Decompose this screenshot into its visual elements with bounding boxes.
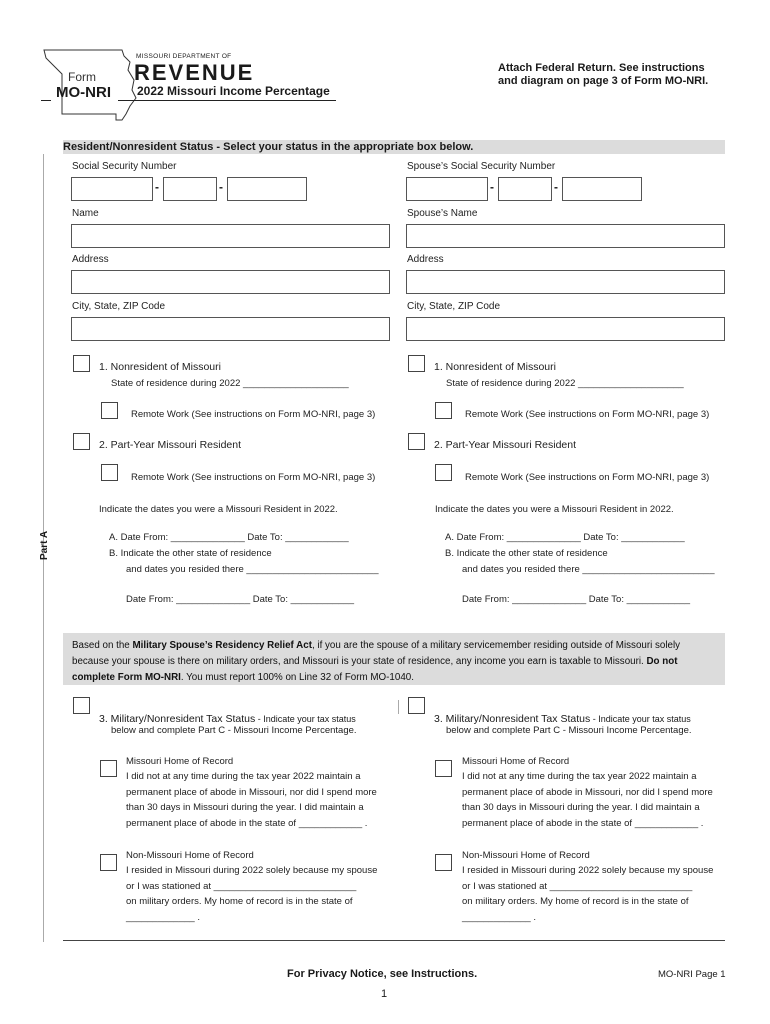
spouse-address-label: Address bbox=[407, 254, 444, 265]
military-complete-form: complete Form MO-NRI bbox=[72, 672, 181, 683]
missouri-home-checkbox[interactable] bbox=[100, 760, 117, 777]
ssn-label: Social Security Number bbox=[72, 161, 177, 172]
spouse-military-status-line2: below and complete Part C - Missouri Income Percentage. bbox=[446, 725, 692, 736]
spouse-ssn-part3-input[interactable] bbox=[562, 177, 642, 201]
spouse-other-state-line: B. Indicate the other state of residence bbox=[445, 548, 608, 559]
city-label: City, State, ZIP Code bbox=[72, 301, 166, 312]
spouse-part-year-resident-checkbox[interactable] bbox=[408, 433, 425, 450]
date-from-to-a: A. Date From: ______________ Date To: ____________ bbox=[109, 532, 349, 543]
military-notice-p2: because your spouse is there on military orders, and Missouri is your state of residence, any income you earn is taxable to Missouri. bbox=[72, 656, 647, 667]
non-missouri-home-checkbox[interactable] bbox=[100, 854, 117, 871]
resident-dates-intro: Indicate the dates you were a Missouri Resident in 2022. bbox=[99, 504, 338, 515]
spouse-part-year-resident-label: 2. Part-Year Missouri Resident bbox=[434, 439, 577, 451]
ssn-part2-input[interactable] bbox=[163, 177, 217, 201]
attach-instruction-1: Attach Federal Return. See instructions bbox=[498, 62, 705, 74]
part-a-bottom-rule bbox=[63, 940, 725, 941]
attach-instruction-2: and diagram on page 3 of Form MO-NRI. bbox=[498, 75, 709, 87]
spouse-ssn-hyphen-2: - bbox=[554, 180, 558, 194]
military-status-checkbox[interactable] bbox=[73, 697, 90, 714]
spouse-other-state-dates-line: and dates you resided there _________________________ bbox=[462, 564, 715, 575]
military-status-note: - Indicate your tax status bbox=[255, 714, 356, 724]
column-divider-top bbox=[398, 700, 399, 714]
remote-work-checkbox-2[interactable] bbox=[101, 464, 118, 481]
name-input[interactable] bbox=[71, 224, 390, 248]
spouse-missouri-home-line1: I did not at any time during the tax year 2022 maintain a bbox=[462, 771, 697, 782]
spouse-non-missouri-home-line3: on military orders. My home of record is in the state of bbox=[462, 896, 689, 907]
address-input[interactable] bbox=[71, 270, 390, 294]
military-notice bbox=[72, 638, 726, 686]
spouse-missouri-home-line3: than 30 days in Missouri during the year. I did maintain a bbox=[462, 802, 700, 813]
ssn-part3-input[interactable] bbox=[227, 177, 307, 201]
military-status-title: 3. Military/Nonresident Tax Status bbox=[99, 713, 256, 725]
agency-name-logo: REVENUE bbox=[134, 60, 255, 85]
military-do-not: Do not bbox=[646, 656, 678, 667]
non-missouri-home-line3: on military orders. My home of record is in the state of bbox=[126, 896, 353, 907]
spouse-remote-work-checkbox-2[interactable] bbox=[435, 464, 452, 481]
military-notice-p3: . You must report 100% on Line 32 of Form MO-1040. bbox=[180, 672, 414, 683]
spouse-non-missouri-home-line2: or I was stationed at ___________________________ bbox=[462, 881, 693, 892]
nonresident-label: 1. Nonresident of Missouri bbox=[99, 361, 221, 373]
spouse-military-status-checkbox[interactable] bbox=[408, 697, 425, 714]
nonresident-checkbox[interactable] bbox=[73, 355, 90, 372]
spouse-city-input[interactable] bbox=[406, 317, 725, 341]
missouri-home-line1: I did not at any time during the tax year 2022 maintain a bbox=[126, 771, 361, 782]
spouse-military-status-note: - Indicate your tax status bbox=[590, 714, 691, 724]
spouse-non-missouri-home-line1: I resided in Missouri during 2022 solely because my spouse bbox=[462, 865, 714, 876]
military-notice-p1: Based on the bbox=[72, 640, 133, 651]
form-id: MO-NRI bbox=[56, 84, 111, 101]
part-a-label: Part A bbox=[39, 530, 51, 561]
spouse-date-from-to-a: A. Date From: ______________ Date To: ____________ bbox=[445, 532, 685, 543]
spouse-non-missouri-home-checkbox[interactable] bbox=[435, 854, 452, 871]
form-title: 2022 Missouri Income Percentage bbox=[137, 84, 330, 98]
spouse-non-missouri-home-title: Non-Missouri Home of Record bbox=[462, 850, 590, 861]
military-act-name: Military Spouse’s Residency Relief Act bbox=[132, 640, 312, 651]
spouse-remote-work-label-1: Remote Work (See instructions on Form MO-NRI, page 3) bbox=[465, 409, 710, 420]
spouse-ssn-hyphen-1: - bbox=[490, 180, 494, 194]
non-missouri-home-line4: _____________ . bbox=[126, 912, 200, 923]
name-label: Name bbox=[72, 208, 99, 219]
spouse-nonresident-label: 1. Nonresident of Missouri bbox=[434, 361, 556, 373]
address-label: Address bbox=[72, 254, 109, 265]
missouri-home-line3: than 30 days in Missouri during the year. I did maintain a bbox=[126, 802, 364, 813]
spouse-address-input[interactable] bbox=[406, 270, 725, 294]
spouse-name-label: Spouse’s Name bbox=[407, 208, 478, 219]
form-id-dash bbox=[41, 100, 51, 101]
agency-name-small: MISSOURI DEPARTMENT OF bbox=[136, 53, 232, 60]
remote-work-label-1: Remote Work (See instructions on Form MO-NRI, page 3) bbox=[131, 409, 376, 420]
page-label: MO-NRI Page 1 bbox=[658, 969, 726, 980]
spouse-military-status-title: 3. Military/Nonresident Tax Status bbox=[434, 713, 591, 725]
spouse-ssn-part1-input[interactable] bbox=[406, 177, 488, 201]
spouse-missouri-home-title: Missouri Home of Record bbox=[462, 756, 570, 767]
military-status-line2: below and complete Part C - Missouri Income Percentage. bbox=[111, 725, 357, 736]
remote-work-checkbox-1[interactable] bbox=[101, 402, 118, 419]
privacy-notice: For Privacy Notice, see Instructions. bbox=[287, 968, 478, 980]
spouse-missouri-home-checkbox[interactable] bbox=[435, 760, 452, 777]
missouri-home-line4: permanent place of abode in the state of ____________ . bbox=[126, 818, 368, 829]
spouse-date-from-to-b: Date From: ______________ Date To: ____________ bbox=[462, 594, 691, 605]
military-notice-p1-rest: , if you are the spouse of a military servicemember residing outside of Missouri solely bbox=[311, 640, 681, 651]
ssn-hyphen-2: - bbox=[219, 180, 223, 194]
state-of-residence-line: State of residence during 2022 ____________________ bbox=[111, 378, 349, 389]
spouse-state-of-residence-line: State of residence during 2022 ____________________ bbox=[446, 378, 684, 389]
spouse-remote-work-label-2: Remote Work (See instructions on Form MO-NRI, page 3) bbox=[465, 472, 710, 483]
spouse-missouri-home-line4: permanent place of abode in the state of ____________ . bbox=[462, 818, 704, 829]
section-heading: Resident/Nonresident Status - Select your status in the appropriate box below. bbox=[63, 141, 474, 153]
spouse-remote-work-checkbox-1[interactable] bbox=[435, 402, 452, 419]
form-word: Form bbox=[68, 70, 96, 84]
part-year-resident-label: 2. Part-Year Missouri Resident bbox=[99, 439, 242, 451]
ssn-part1-input[interactable] bbox=[71, 177, 153, 201]
spouse-ssn-part2-input[interactable] bbox=[498, 177, 552, 201]
missouri-home-title: Missouri Home of Record bbox=[126, 756, 234, 767]
spouse-resident-dates-intro: Indicate the dates you were a Missouri Resident in 2022. bbox=[435, 504, 674, 515]
page-number: 1 bbox=[381, 988, 388, 1000]
spouse-name-input[interactable] bbox=[406, 224, 725, 248]
missouri-home-line2: permanent place of abode in Missouri, nor did I spend more bbox=[126, 787, 377, 798]
other-state-dates-line: and dates you resided there _________________________ bbox=[126, 564, 379, 575]
part-year-resident-checkbox[interactable] bbox=[73, 433, 90, 450]
non-missouri-home-line1: I resided in Missouri during 2022 solely because my spouse bbox=[126, 865, 378, 876]
other-state-line: B. Indicate the other state of residence bbox=[109, 548, 272, 559]
spouse-city-label: City, State, ZIP Code bbox=[407, 301, 501, 312]
spouse-nonresident-checkbox[interactable] bbox=[408, 355, 425, 372]
spouse-missouri-home-line2: permanent place of abode in Missouri, nor did I spend more bbox=[462, 787, 713, 798]
city-input[interactable] bbox=[71, 317, 390, 341]
spouse-ssn-label: Spouse’s Social Security Number bbox=[407, 161, 556, 172]
ssn-hyphen-1: - bbox=[155, 180, 159, 194]
title-underline bbox=[118, 100, 336, 101]
spouse-non-missouri-home-line4: _____________ . bbox=[462, 912, 536, 923]
non-missouri-home-line2: or I was stationed at ___________________________ bbox=[126, 881, 357, 892]
date-from-to-b: Date From: ______________ Date To: ____________ bbox=[126, 594, 355, 605]
remote-work-label-2: Remote Work (See instructions on Form MO-NRI, page 3) bbox=[131, 472, 376, 483]
non-missouri-home-title: Non-Missouri Home of Record bbox=[126, 850, 254, 861]
